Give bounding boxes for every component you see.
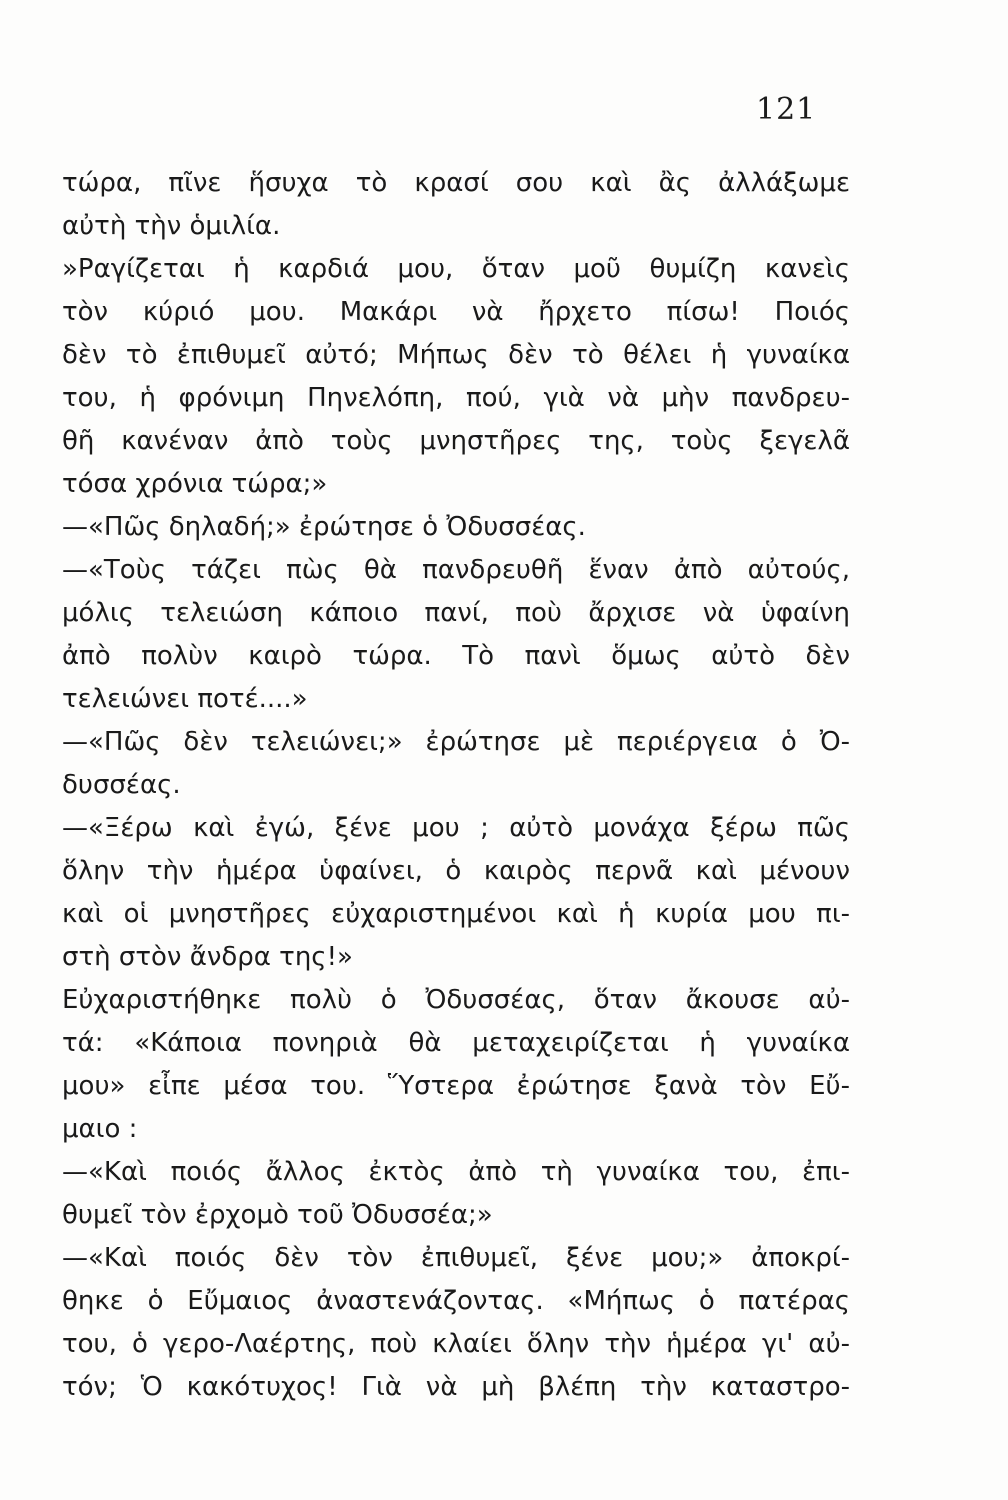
text-line: καὶ οἱ μνηστῆρες εὐχαριστημένοι καὶ ἡ κυρία μου πι- — [62, 899, 850, 929]
text-line: μαιο : — [62, 1114, 138, 1144]
text-line: ἀπὸ πολὺν καιρὸ τώρα. Τὸ πανὶ ὅμως αὐτὸ δὲν — [62, 641, 850, 671]
text-line: θυμεῖ τὸν ἐρχομὸ τοῦ Ὀδυσσέα;» — [62, 1200, 493, 1230]
text-line: τόν; Ὁ κακότυχος! Γιὰ νὰ μὴ βλέπη τὴν καταστρο- — [62, 1372, 850, 1402]
text-line: —«Τοὺς τάζει πὼς θὰ πανδρευθῆ ἕναν ἀπὸ αὐτούς, — [62, 555, 850, 585]
text-line: δὲν τὸ ἐπιθυμεῖ αὐτό; Μήπως δὲν τὸ θέλει ἡ γυναίκα — [62, 340, 850, 370]
text-line: στὴ στὸν ἄνδρα της!» — [62, 942, 353, 972]
page-number: 121 — [756, 92, 817, 127]
text-line: μόλις τελειώση κάποιο πανί, ποὺ ἄρχισε νὰ ὑφαίνη — [62, 598, 850, 628]
body-text — [62, 162, 850, 1409]
text-line: θῆ κανέναν ἀπὸ τοὺς μνηστῆρες της, τοὺς ξεγελᾶ — [62, 426, 850, 456]
text-line: —«Καὶ ποιός δὲν τὸν ἐπιθυμεῖ, ξένε μου;» ἀποκρί- — [62, 1243, 850, 1273]
text-line: τὸν κύριό μου. Μακάρι νὰ ἤρχετο πίσω! Ποιός — [62, 297, 850, 327]
text-line: τελειώνει ποτέ....» — [62, 684, 308, 714]
text-line: του, ἡ φρόνιμη Πηνελόπη, πού, γιὰ νὰ μὴν πανδρευ- — [62, 383, 850, 413]
text-line: μου» εἶπε μέσα του. Ὕστερα ἐρώτησε ξανὰ τὸν Εὔ- — [62, 1071, 850, 1101]
text-line: ὅλην τὴν ἡμέρα ὑφαίνει, ὁ καιρὸς περνᾶ καὶ μένουν — [62, 856, 850, 886]
text-line: —«Πῶς δὲν τελειώνει;» ἐρώτησε μὲ περιέργεια ὁ Ὀ- — [62, 727, 850, 757]
text-line: αὐτὴ τὴν ὁμιλία. — [62, 211, 281, 241]
text-line: Εὐχαριστήθηκε πολὺ ὁ Ὀδυσσέας, ὅταν ἄκουσε αὐ- — [62, 985, 850, 1015]
text-line: —«Πῶς δηλαδή;» ἐρώτησε ὁ Ὀδυσσέας. — [62, 512, 586, 542]
text-line: τώρα, πῖνε ἥσυχα τὸ κρασί σου καὶ ἂς ἀλλάξωμε — [62, 168, 850, 198]
text-line: δυσσέας. — [62, 770, 181, 800]
text-line: »Ραγίζεται ἡ καρδιά μου, ὅταν μοῦ θυμίζη κανεὶς — [62, 254, 850, 284]
text-line: τά: «Κάποια πονηριὰ θὰ μεταχειρίζεται ἡ γυναίκα — [62, 1028, 850, 1058]
text-line: του, ὁ γερο-Λαέρτης, ποὺ κλαίει ὅλην τὴν ἡμέρα γι' αὐ- — [62, 1329, 850, 1359]
text-line: θηκε ὁ Εὔμαιος ἀναστενάζοντας. «Μήπως ὁ πατέρας — [62, 1286, 850, 1316]
text-line: —«Καὶ ποιός ἄλλος ἐκτὸς ἀπὸ τὴ γυναίκα του, ἐπι- — [62, 1157, 850, 1187]
text-line: τόσα χρόνια τώρα;» — [62, 469, 328, 499]
text-line: —«Ξέρω καὶ ἐγώ, ξένε μου ; αὐτὸ μονάχα ξέρω πῶς — [62, 813, 850, 843]
